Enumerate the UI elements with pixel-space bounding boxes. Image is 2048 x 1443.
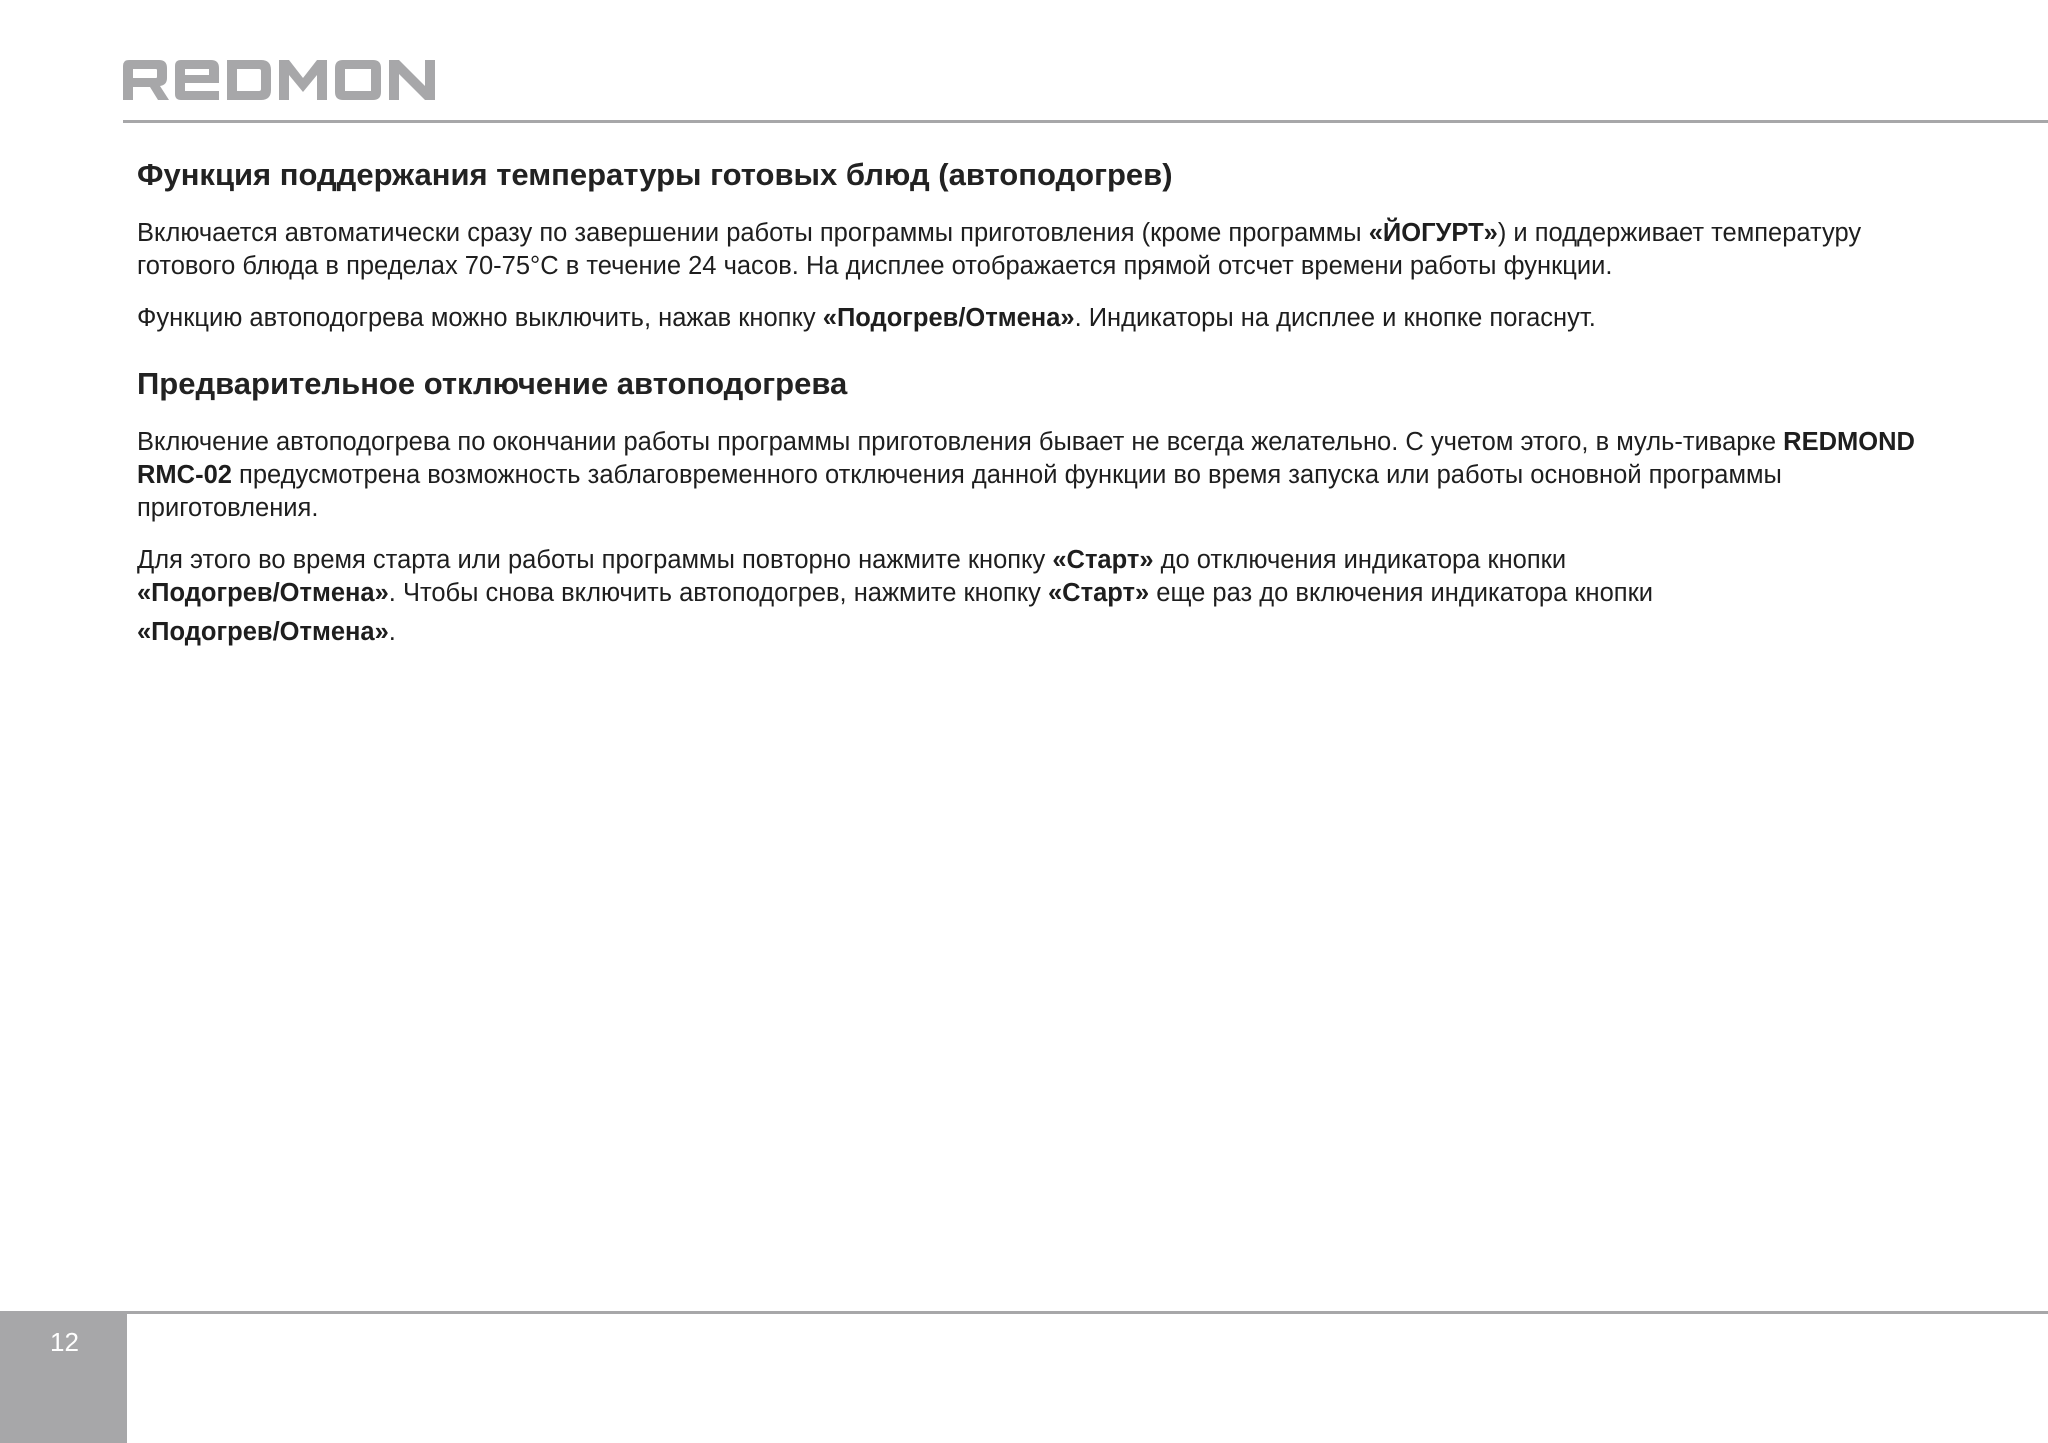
footer-rule <box>0 1311 2048 1314</box>
redmond-logo-icon <box>123 60 453 106</box>
header-rule <box>123 120 2048 123</box>
section-title-autoheat: Функция поддержания температуры готовых блюд (автоподогрев) <box>137 157 1173 192</box>
paragraph-preliminary-description: Включение автоподогрева по окончании работы программы приготовления бывает не всегда желательно. С учетом этого, в муль-тиварке REDMOND RMC-02 предусмотрена возможность заблаговременного отключения данной функции во время запуска или работы основной программы приготовления. <box>137 427 1915 522</box>
paragraph-autoheat-disable: Функцию автоподогрева можно выключить, нажав кнопку «Подогрев/Отмена». Индикаторы на дисплее и кнопке погаснут. <box>137 303 1596 332</box>
page-content <box>137 156 1917 668</box>
redmond-logo <box>123 60 453 106</box>
paragraph-autoheat-description: Включается автоматически сразу по завершении работы программы приготовления (кроме программы «ЙОГУРТ») и поддерживает температуру готового блюда в пределах 70-75°С в течение 24 часов. На дисплее отображается прямой отсчет времени работы функции. <box>137 218 1862 280</box>
section-title-preliminary-disable: Предварительное отключение автоподогрева <box>137 365 848 401</box>
page-number: 12 <box>50 1327 79 1357</box>
paragraph-preliminary-instructions: Для этого во время старта или работы программы повторно нажмите кнопку «Старт» до отключения индикатора кнопки «Подогрев/Отмена». Чтобы снова включить автоподогрев, нажмите кнопку «Старт» еще раз до включения индикатора кнопки «Подогрев/Отмена». <box>137 545 1653 646</box>
logo-text: REDMOND <box>123 60 129 61</box>
